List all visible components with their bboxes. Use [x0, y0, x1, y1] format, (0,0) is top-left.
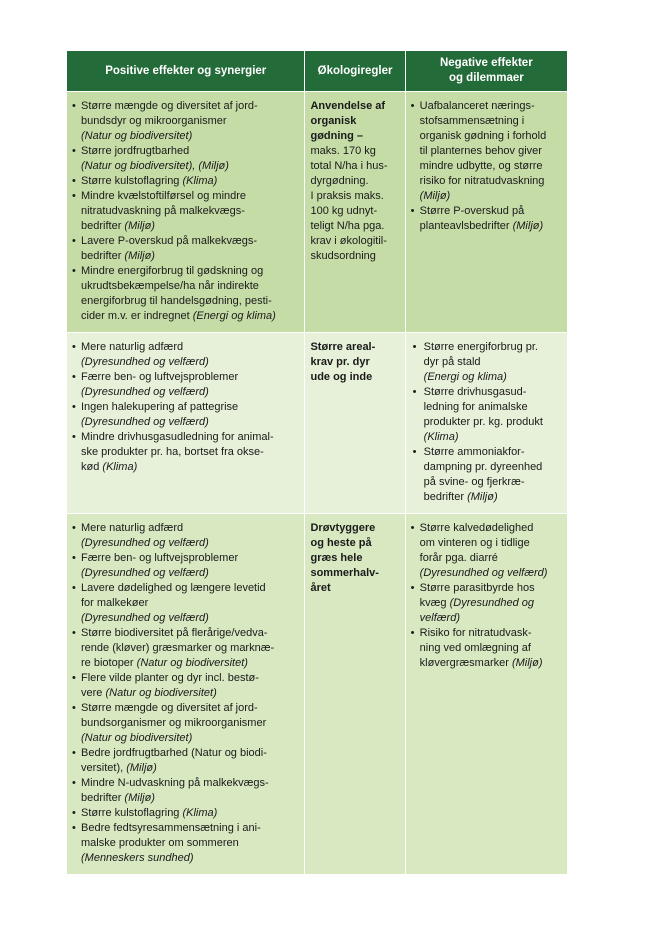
positive-cell [67, 333, 305, 514]
rule-title: og heste på [310, 537, 372, 549]
rule-cell [305, 92, 405, 333]
effect-category: (Dyresundhed og velfærd) [81, 612, 209, 624]
effect-text: forår pga. diarré [419, 552, 498, 564]
positive-effect-item [71, 581, 299, 626]
effect-category: (Klima) [182, 175, 218, 187]
effect-category: (Miljø) [124, 792, 155, 804]
effect-text: Flere vilde planter og dyr incl. bestø- [81, 672, 259, 684]
negative-cell [405, 514, 567, 875]
effect-text: Lavere dødelighed og længere levetid [81, 582, 266, 594]
effect-category: (Klima) [102, 461, 138, 473]
effect-category: (Menneskers sundhed) [81, 852, 194, 864]
effect-text: Mindre kvælstoftilførsel og mindre [81, 190, 247, 202]
positive-effect-item [71, 340, 299, 370]
header-positive: Positive effekter og synergier [67, 51, 305, 92]
effect-text: energiforbrug til handelsgødning, pesti- [81, 295, 272, 307]
effect-text: Større kulstoflagring [81, 175, 183, 187]
effect-text: Større kulstoflagring [81, 807, 183, 819]
effect-text: dyr på stald [423, 356, 481, 368]
effect-text: på svine- og fjerkræ- [423, 476, 525, 488]
effect-text: rende (kløver) græsmarker og marknæ- [81, 642, 275, 654]
effect-text: Bedre fedtsyresammensætning i ani- [81, 822, 261, 834]
effect-text: re biotoper [81, 657, 137, 669]
effect-text: organisk gødning i forhold [419, 130, 547, 142]
effect-category: (Natur og biodiversitet), (Miljø) [81, 160, 229, 172]
positive-cell [67, 514, 305, 875]
rule-detail: teligt N/ha pga. [310, 220, 385, 232]
effect-category: (Miljø) [467, 491, 498, 503]
effect-text: Større energiforbrug pr. [423, 341, 538, 353]
effect-text: Uafbalanceret nærings- [419, 100, 535, 112]
effect-text: Færre ben- og luftvejsproblemer [81, 371, 239, 383]
header-negative-line1: Negative effekter [439, 57, 533, 69]
effect-text: Større drivhusgasud- [423, 386, 527, 398]
positive-effect-item [71, 99, 299, 144]
effect-category: velfærd) [419, 612, 460, 624]
positive-effect-item [71, 264, 299, 324]
positive-effect-item [71, 400, 299, 430]
positive-effect-item [71, 430, 299, 475]
effect-text: ning ved omlægning af [419, 642, 531, 654]
effect-text: Større jordfrugtbarhed [81, 145, 190, 157]
effect-text: Bedre jordfrugtbarhed (Natur og biodi- [81, 747, 267, 759]
effect-category: (Dyresundhed og [449, 597, 535, 609]
positive-effect-item [71, 821, 299, 866]
effect-text: bedrifter [423, 491, 468, 503]
effect-text: risiko for nitratudvaskning [419, 175, 545, 187]
table-header-row [67, 51, 568, 92]
negative-effect-item [410, 204, 562, 234]
rule-detail: total N/ha i hus- [310, 160, 388, 172]
effect-text: om vinteren og i tidlige [419, 537, 530, 549]
rule-detail: maks. 170 kg [310, 145, 376, 157]
effect-text: kvæg [419, 597, 450, 609]
effect-text: Større mængde og diversitet af jord- [81, 702, 258, 714]
negative-effect-item [410, 581, 562, 626]
effect-category: (Dyresundhed og velfærd) [81, 356, 209, 368]
effect-text: Større ammoniakfor- [423, 446, 525, 458]
effect-category: (Energi og klima) [423, 371, 507, 383]
effect-category: (Miljø) [419, 190, 451, 202]
effect-category: (Miljø) [511, 657, 543, 669]
effect-text: Mindre drivhusgasudledning for animal- [81, 431, 274, 443]
rule-detail: dyrgødning. [310, 175, 369, 187]
effect-text: ledning for animalske [423, 401, 528, 413]
table-row [67, 92, 568, 333]
rule-title: sommerhalv- [310, 567, 379, 579]
effect-text: dampning pr. dyreenhed [423, 461, 543, 473]
effect-category: (Natur og biodiversitet) [105, 687, 217, 699]
effect-category: (Miljø) [124, 220, 155, 232]
rule-title: året [310, 582, 331, 594]
negative-effect-item [410, 445, 562, 505]
effect-text: malske produkter om sommeren [81, 837, 239, 849]
rule-title: græs hele [310, 552, 363, 564]
rule-title: gødning – [310, 130, 364, 142]
effect-text: planteavlsbedrifter [419, 220, 513, 232]
negative-effect-item [410, 340, 562, 385]
positive-effect-item [71, 671, 299, 701]
effect-text: Større biodiversitet på flerårige/vedva- [81, 627, 268, 639]
rule-cell [305, 514, 405, 875]
effect-text: cider m.v. er indregnet [81, 310, 193, 322]
positive-effect-item [71, 174, 299, 189]
effect-category: (Miljø) [512, 220, 544, 232]
positive-effect-item [71, 521, 299, 551]
rule-detail: 100 kg udnyt- [310, 205, 378, 217]
effect-text: Ingen halekupering af pattegrise [81, 401, 239, 413]
header-negative [405, 51, 567, 92]
effect-category: (Miljø) [124, 250, 155, 262]
effect-text: Større parasitbyrde hos [419, 582, 535, 594]
effect-category: (Natur og biodiversitet) [136, 657, 248, 669]
effect-text: bundsdyr og mikroorganismer [81, 115, 227, 127]
effect-category: (Klima) [182, 807, 218, 819]
negative-cell [405, 333, 567, 514]
positive-effect-item [71, 746, 299, 776]
effect-text: til planternes behov giver [419, 145, 542, 157]
rule-title: organisk [310, 115, 357, 127]
effect-text: Mindre N-udvaskning på malkekvægs- [81, 777, 269, 789]
effect-category: (Miljø) [126, 762, 157, 774]
effect-text: Større P-overskud på [419, 205, 525, 217]
positive-effect-item [71, 144, 299, 174]
effect-text: Mere naturlig adfærd [81, 522, 184, 534]
table-row [67, 514, 568, 875]
positive-effect-item [71, 806, 299, 821]
negative-effect-item [410, 626, 562, 671]
effect-category: (Klima) [423, 431, 459, 443]
effect-text: nitratudvaskning på malkekvægs- [81, 205, 245, 217]
effect-category: (Energi og klima) [192, 310, 276, 322]
effect-text: Risiko for nitratudvask- [419, 627, 532, 639]
effect-text: kløvergræsmarker [419, 657, 512, 669]
negative-effect-item [410, 99, 562, 204]
rule-title: Større areal- [310, 341, 376, 353]
positive-cell [67, 92, 305, 333]
effect-text: Mindre energiforbrug til gødskning og [81, 265, 264, 277]
header-negative-line2: og dilemmaer [448, 72, 524, 84]
effect-category: (Dyresundhed og velfærd) [81, 386, 209, 398]
effect-category: (Dyresundhed og velfærd) [81, 416, 209, 428]
positive-effect-item [71, 551, 299, 581]
rule-cell [305, 333, 405, 514]
effect-category: (Dyresundhed og velfærd) [81, 537, 209, 549]
positive-effect-item [71, 234, 299, 264]
effect-text: Større kalvedødelighed [419, 522, 534, 534]
effect-text: Færre ben- og luftvejsproblemer [81, 552, 239, 564]
effect-category: (Dyresundhed og velfærd) [419, 567, 548, 579]
negative-cell [405, 92, 567, 333]
rule-title: krav pr. dyr [310, 356, 370, 368]
effect-text: ukrudtsbekæmpelse/ha når indirekte [81, 280, 259, 292]
effect-category: (Natur og biodiversitet) [81, 732, 193, 744]
effect-text: versitet), [81, 762, 127, 774]
effect-text: Lavere P-overskud på malkekvægs- [81, 235, 258, 247]
effect-text: ske produkter pr. ha, bortset fra okse- [81, 446, 264, 458]
effect-text: bedrifter [81, 792, 125, 804]
effect-text: Mere naturlig adfærd [81, 341, 184, 353]
rule-detail: krav i økologitil- [310, 235, 387, 247]
negative-effect-item [410, 521, 562, 581]
positive-effect-item [71, 370, 299, 400]
table-row [67, 333, 568, 514]
effects-table [66, 50, 568, 875]
effect-text: mindre udbytte, og større [419, 160, 543, 172]
header-rules: Økologiregler [305, 51, 405, 92]
effect-text: vere [81, 687, 106, 699]
effect-text: Større mængde og diversitet af jord- [81, 100, 258, 112]
effect-text: for malkekøer [81, 597, 149, 609]
effect-text: stofsammensætning i [419, 115, 525, 127]
rule-title: ude og inde [310, 371, 373, 383]
effect-category: (Natur og biodiversitet) [81, 130, 193, 142]
positive-effect-item [71, 189, 299, 234]
effect-text: kød [81, 461, 103, 473]
positive-effect-item [71, 701, 299, 746]
effect-text: bedrifter [81, 220, 125, 232]
effect-text: bundsorganismer og mikroorganismer [81, 717, 267, 729]
effect-text: produkter pr. kg. produkt [423, 416, 543, 428]
rule-title: Anvendelse af [310, 100, 386, 112]
effect-text: bedrifter [81, 250, 125, 262]
positive-effect-item [71, 776, 299, 806]
rule-detail: I praksis maks. [310, 190, 384, 202]
rule-title: Drøvtyggere [310, 522, 376, 534]
rule-detail: skudsordning [310, 250, 376, 262]
positive-effect-item [71, 626, 299, 671]
effect-category: (Dyresundhed og velfærd) [81, 567, 209, 579]
negative-effect-item [410, 385, 562, 445]
